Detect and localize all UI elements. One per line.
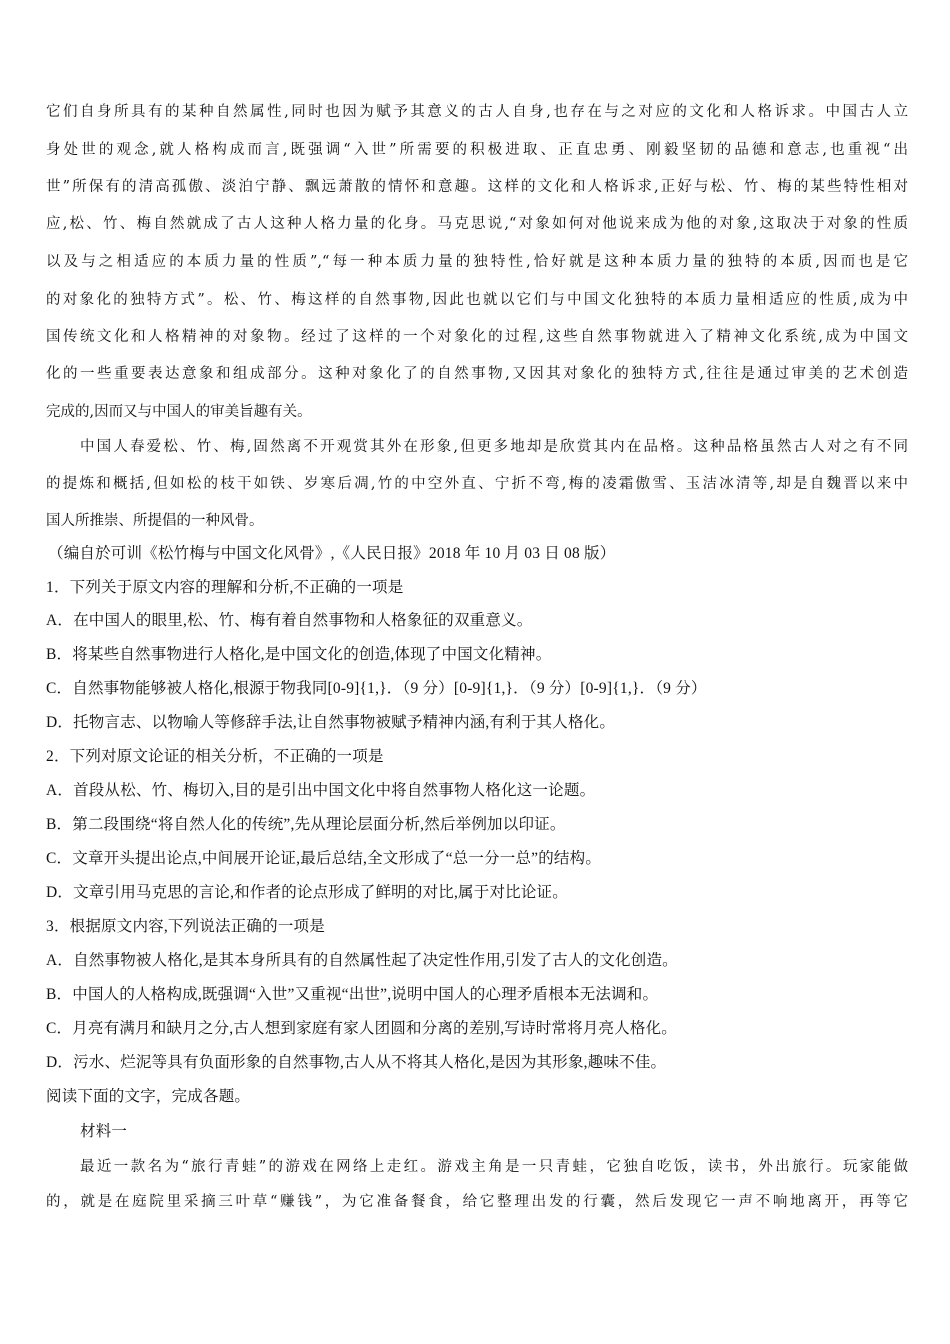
passage-line: 应,松、竹、梅自然就成了古人这种人格力量的化身。马克思说,“对象如何对他说来成为他的对象,这取决于对象的性质 bbox=[46, 216, 908, 232]
passage-line: 化的一些重要表达意象和组成部分。这种对象化了的自然事物,又因其对象化的独特方式,往往是通过审美的艺术创造 bbox=[46, 366, 908, 382]
passage-line: 的提炼和概括,但如松的枝干如铁、岁寒后凋,竹的中空外直、宁折不弯,梅的凌霜傲雪、玉洁冰清等,却是自魏晋以来中 bbox=[46, 476, 908, 492]
reading-instruction: 阅读下面的文字，完成各题。 bbox=[46, 1088, 251, 1105]
passage-line: 以及与之相适应的本质力量的性质”,“每一种本质力量的独特性,恰好就是这种本质力量的独特的本质,因而也是它 bbox=[46, 254, 908, 270]
material-label: 材料一 bbox=[80, 1123, 128, 1140]
passage-line: 中国人春爱松、竹、梅,固然离不开观赏其外在形象,但更多地却是欣赏其内在品格。这种品格虽然古人对之有不同 bbox=[80, 439, 908, 455]
question-option: C．月亮有满月和缺月之分,古人想到家庭有家人团圆和分离的差别,写诗时常将月亮人格化。 bbox=[46, 1020, 677, 1037]
passage-line: 的对象化的独特方式”。松、竹、梅这样的自然事物,因此也就以它们与中国文化独特的本质力量相适应的性质,成为中 bbox=[46, 292, 908, 308]
question-option: A．在中国人的眼里,松、竹、梅有着自然事物和人格象征的双重意义。 bbox=[46, 612, 533, 629]
material-line: 最近一款名为“旅行青蛙”的游戏在网络上走红。游戏主角是一只青蛙，它独自吃饭，读书，外出旅行。玩家能做 bbox=[80, 1159, 908, 1175]
question-stem: 1．下列关于原文内容的理解和分析,不正确的一项是 bbox=[46, 579, 404, 596]
material-line: 的，就是在庭院里采摘三叶草“赚钱”，为它准备餐食，给它整理出发的行囊，然后发现它一声不响地离开，再等它 bbox=[46, 1194, 908, 1210]
question-option: A．自然事物被人格化,是其本身所具有的自然属性起了决定性作用,引发了古人的文化创造。 bbox=[46, 952, 678, 969]
question-option: D．文章引用马克思的言论,和作者的论点形成了鲜明的对比,属于对比论证。 bbox=[46, 884, 568, 901]
passage-line: 完成的,因而又与中国人的审美旨趣有关。 bbox=[46, 404, 312, 420]
question-option: B．中国人的人格构成,既强调“入世”又重视“出世”,说明中国人的心理矛盾根本无法调和。 bbox=[46, 986, 659, 1003]
question-option: D．污水、烂泥等具有负面形象的自然事物,古人从不将其人格化,是因为其形象,趣味不佳。 bbox=[46, 1054, 667, 1071]
question-stem: 3．根据原文内容,下列说法正确的一项是 bbox=[46, 918, 325, 935]
question-option: A．首段从松、竹、梅切入,目的是引出中国文化中将自然事物人格化这一论题。 bbox=[46, 782, 596, 799]
question-option: C．自然事物能够被人格化,根源于物我同[0-9]{1,}．（9 分）[0-9]{1,}．（9 分）[0-9]{1,}．（9 分） bbox=[46, 680, 707, 697]
question-option: B．将某些自然事物进行人格化,是中国文化的创造,体现了中国文化精神。 bbox=[46, 646, 552, 663]
question-option: B．第二段围绕“将自然人化的传统”,先从理论层面分析,然后举例加以印证。 bbox=[46, 816, 566, 833]
question-stem: 2．下列对原文论证的相关分析，不正确的一项是 bbox=[46, 748, 384, 765]
passage-line: 它们自身所具有的某种自然属性,同时也因为赋予其意义的古人自身,也存在与之对应的文化和人格诉求。中国古人立 bbox=[46, 104, 908, 120]
passage-line: 国传统文化和人格精神的对象物。经过了这样的一个对象化的过程,这些自然事物就进入了精神文化系统,成为中国文 bbox=[46, 329, 908, 345]
passage-line: 世”所保有的清高孤傲、淡泊宁静、飘远萧散的情怀和意趣。这样的文化和人格诉求,正好与松、竹、梅的某些特性相对 bbox=[46, 179, 908, 195]
passage-line: 国人所推崇、所提倡的一种风骨。 bbox=[46, 513, 264, 529]
question-option: C．文章开头提出论点,中间展开论证,最后总结,全文形成了“总一分一总”的结构。 bbox=[46, 850, 602, 867]
passage-source: （编自於可训《松竹梅与中国文化风骨》,《人民日报》2018 年 10 月 03 日 08 版） bbox=[48, 545, 616, 562]
passage-line: 身处世的观念,就人格构成而言,既强调“入世”所需要的积极进取、正直忠勇、刚毅坚韧的品德和意志,也重视“出 bbox=[46, 142, 908, 158]
question-option: D．托物言志、以物喻人等修辞手法,让自然事物被赋予精神内涵,有利于其人格化。 bbox=[46, 714, 616, 731]
